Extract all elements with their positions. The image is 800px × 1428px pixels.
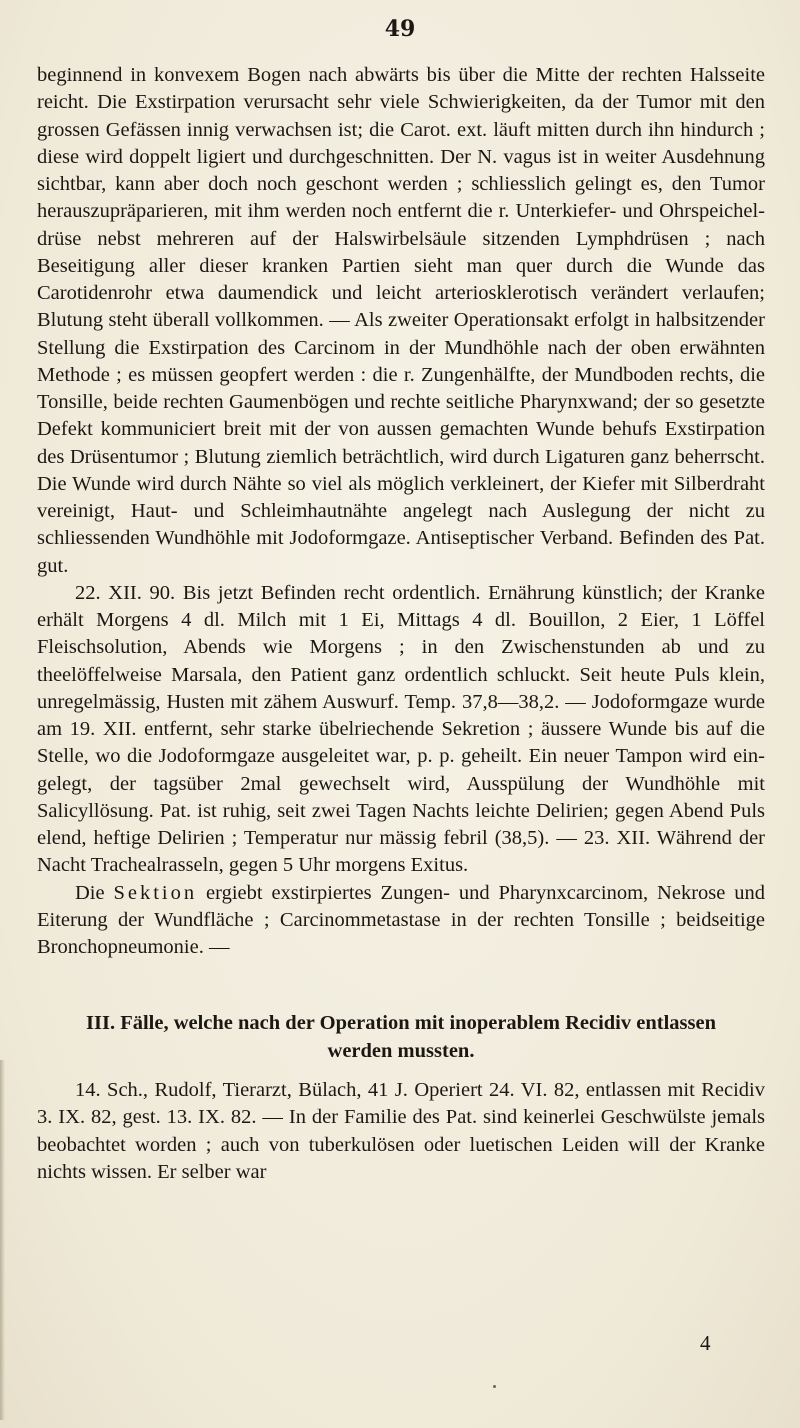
section-heading-line2: werden mussten. xyxy=(327,1039,475,1062)
paragraph-case14: 14. Sch., Rudolf, Tierarzt, Bülach, 41 J. Operiert 24. VI. 82, entlassen mit Recidiv 3. IX. 82, gest. 13. IX. 82. — In der Familie des Pat. sind keinerlei Geschwülste jemals beobachtet worden ; auch von tuberkulösen oder luetischen Leiden will der Kranke nichts wissen. Er selber war xyxy=(37,1079,765,1183)
paragraph-section xyxy=(37,880,765,962)
page-edge-shadow xyxy=(0,1060,5,1420)
print-speck xyxy=(493,1385,496,1388)
section-keyword: Sektion xyxy=(113,881,198,904)
section-rest: ergiebt exstirpiertes Zungen- und Pharynxcarcinom, Nekrose und Eiterung der Wundfläche ; Carcinommetastase in der rechten Tonsille ; beidseitige Bronchopneumonie. — xyxy=(37,881,765,958)
body-text-top xyxy=(37,62,765,961)
section-heading-line1: III. Fälle, welche nach der Operation mit inoperablem Recidiv entlassen xyxy=(86,1012,716,1034)
body-text-case14 xyxy=(37,1077,765,1186)
section-lead: Die xyxy=(75,881,114,904)
paragraph-course: 22. XII. 90. Bis jetzt Befinden recht ordentlich. Ernährung künstlich; der Kranke erhält Morgens 4 dl. Milch mit 1 Ei, Mittags 4 dl. Bouillon, 2 Eier, 1 Löffel Fleischsolution, Abends wie Morgens ; in den Zwischenstunden ab und zu theelöffelweise Marsala, den Patient ganz ordentlich schluckt. Seit heute Puls klein, unregelmässig, Husten mit zähem Auswurf. Temp. 37,8—38,2. — Jodoformgaze wurde am 19. XII. entfernt, sehr starke übelriechende Sekretion ; äussere Wunde bis auf die Stelle, wo die Jodoformgaze ausgeleitet war, p. p. geheilt. Ein neuer Tampon wird eingelegt, der tagsüber 2mal gewechselt wird, Ausspülung der Wundhöhle mit Salicyllösung. Pat. ist ruhig, seit zwei Tagen Nachts leichte Delirien; gegen Abend Puls elend, heftige Delirien ; Temperatur nur mässig febril (38,5). — 23. XII. Während der Nacht Trachealrasseln, gegen 5 Uhr morgens Exitus. xyxy=(37,581,765,877)
paragraph-operation: beginnend in konvexem Bogen nach abwärts bis über die Mitte der rechten Halsseite reicht. Die Exstirpation verursacht sehr viele Schwierigkeiten, da der Tumor mit den grossen Gefässen innig verwachsen ist; die Carot. ext. läuft mitten durch ihn hindurch ; diese wird doppelt ligiert und durchgeschnitten. Der N. vagus ist in weiter Ausdehnung sichtbar, kann aber doch noch geschont werden ; schliesslich gelingt es, den Tumor herauszupräparieren, mit ihm werden noch entfernt die r. Unterkiefer- und Ohrspeicheldrüse nebst mehreren auf der Halswirbelsäule sitzenden Lymphdrüsen ; nach Beseitigung aller dieser kranken Partien sieht man quer durch die Wunde das Carotidenrohr etwa daumendick und leicht arteriosklerotisch verändert verlaufen; Blutung steht überall vollkommen. — Als zweiter Operationsakt erfolgt in halbsitzender Stellung die Exstirpation des Carcinom in der Mundhöhle nach der oben erwähnten Methode ; es müssen geopfert werden : die r. Zungenhälfte, der Mundboden rechts, die Tonsille, beide rechten Gaumenbögen und rechte seitliche Pharynxwand; der so gesetzte Defekt kommuniciert breit mit der von aussen gemachten Wunde behufs Exstirpation des Drüsentumor ; Blutung ziemlich beträchtlich, wird durch Ligaturen ganz beherrscht. Die Wunde wird durch Nähte so viel als möglich verkleinert, der Kiefer mit Silberdraht vereinigt, Haut- und Schleimhautnähte angelegt nach Auslegung der nicht zu schliessenden Wundhöhle mit Jodoformgaze. Antiseptischer Verband. Befinden des Pat. gut. xyxy=(37,64,765,577)
section-heading xyxy=(37,1010,765,1065)
page-number: 49 xyxy=(384,16,416,42)
signature-mark: 4 xyxy=(700,1331,711,1355)
